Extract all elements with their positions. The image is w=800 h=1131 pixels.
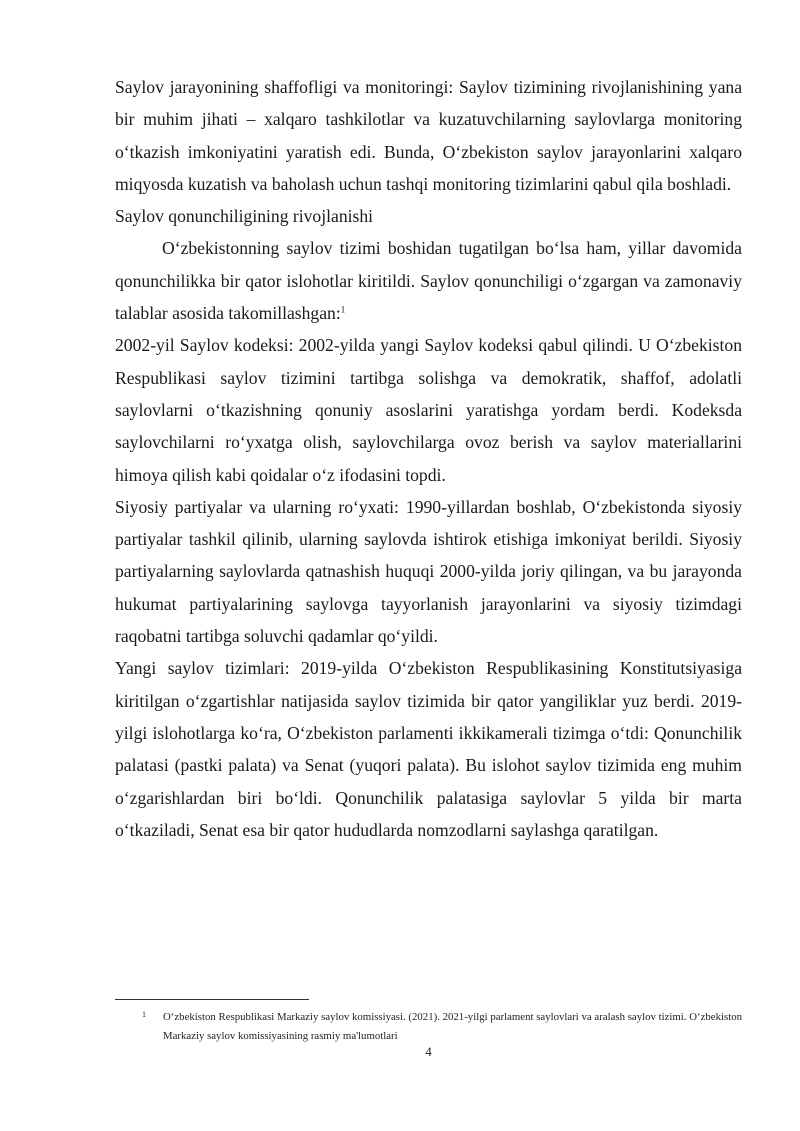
paragraph-new-systems xyxy=(115,652,742,846)
paragraph-text: 2002-yil Saylov kodeksi: 2002-yilda yangi Saylov kodeksi qabul qilindi. U O‘zbekiston Respublikasi saylov tizimini tartibga solishga va demokratik, shaffof, adolatli saylovlarni o‘tkazishning qonuniy asoslarini yaratishga yordam berdi. Kodeksda saylovchilarni ro‘yxatga olish, saylovchilarga ovoz berish va saylov materiallarini himoya qilish kabi qoidalar o‘z ifodasini topdi. xyxy=(115,335,742,485)
footnote-text: O‘zbekiston Respublikasi Markaziy saylov komissiyasi. (2021). 2021-yilgi parlament saylovlari va aralash saylov tizimi. O‘zbekiston Markaziy saylov komissiyasining rasmiy ma'lumotlari xyxy=(163,1011,742,1042)
footnote xyxy=(115,1008,742,1046)
paragraph-monitoring xyxy=(115,71,742,200)
paragraph-text: Saylov jarayonining shaffofligi va monitoringi: Saylov tizimining rivojlanishining yana bir muhim jihati – xalqaro tashkilotlar va kuzatuvchilarning saylovlarga monitoring o‘tkazish imkoniyatini yaratish edi. Bunda, O‘zbekiston saylov jarayonlarini xalqaro miqyosda kuzatish va baholash uchun tashqi monitoring tizimlarini qabul qila boshladi. xyxy=(115,77,742,194)
paragraph-electoral-code xyxy=(115,329,742,490)
paragraph-text: O‘zbekistonning saylov tizimi boshidan tugatilgan bo‘lsa ham, yillar davomida qonunchilikka bir qator islohotlar kiritildi. Saylov qonunchiligi o‘zgargan va zamonaviy talablar asosida takomillashgan: xyxy=(115,238,742,324)
footnote-number: 1 xyxy=(142,1010,146,1019)
body-text xyxy=(115,71,742,846)
paragraph-text: Siyosiy partiyalar va ularning ro‘yxati: 1990-yillardan boshlab, O‘zbekistonda siyosiy partiyalar tashkil qilinib, ularning saylovda ishtirok etishiga imkoniyat berildi. Siyosiy partiyalarning saylovlarda qatnashish huquqi 2000-yilda joriy qilingan, va bu jarayonda hukumat partiyalarining saylovga tayyorlanish jarayonlarini va siyosiy tizimdagi raqobatni tartibga soluvchi qadamlar qo‘yildi. xyxy=(115,496,742,647)
paragraph-text: Yangi saylov tizimlari: 2019-yilda O‘zbekiston Respublikasining Konstitutsiyasiga kiritilgan o‘zgartishlar natijasida saylov tizimida bir qator yangiliklar yuz berdi. 2019-yilgi islohotlarga ko‘ra, O‘zbekiston parlamenti ikkikamerali tizimga o‘tdi: Qonunchilik palatasi (pastki palata) va Senat (yuqori palata). Bu islohot saylov tizimida eng muhim o‘zgarishlardan biri bo‘ldi. Qonunchilik palatasiga saylovlar 5 yilda bir marta o‘tkaziladi, Senat esa bir qator hududlarda nomzodlarni saylashga qaratilgan. xyxy=(115,658,742,840)
paragraph-intro xyxy=(115,232,742,329)
heading-text: Saylov qonunchiligining rivojlanishi xyxy=(115,206,374,227)
footnote-reference[interactable]: 1 xyxy=(340,304,346,315)
section-heading xyxy=(115,200,742,232)
page-number: 4 xyxy=(425,1044,432,1059)
paragraph-political-parties xyxy=(115,491,742,652)
footnote-separator xyxy=(115,999,309,1000)
